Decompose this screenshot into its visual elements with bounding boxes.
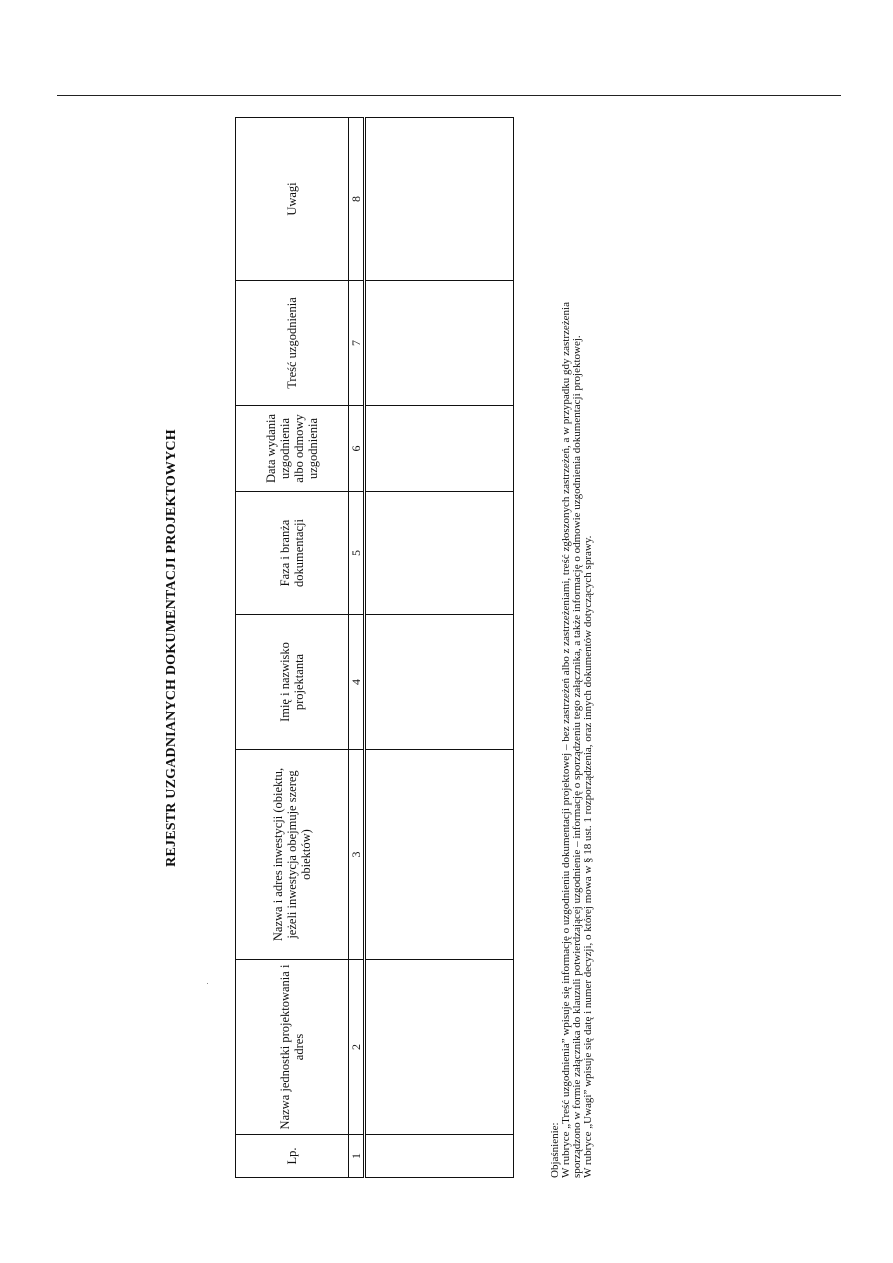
header-row xyxy=(236,118,349,1178)
explanation-notes xyxy=(550,118,594,1178)
column-number: 2 xyxy=(349,960,365,1135)
entry-row xyxy=(365,118,514,1178)
column-number: 3 xyxy=(349,750,365,960)
header-designer: Imię i nazwisko projektanta xyxy=(236,615,349,750)
column-number: 8 xyxy=(349,118,365,281)
entry-cell xyxy=(365,1135,514,1178)
notes-heading: Objaśnienie: xyxy=(549,1122,561,1178)
header-lp: Lp. xyxy=(236,1135,349,1178)
header-phase: Faza i branża dokumentacji xyxy=(236,492,349,615)
entry-cell xyxy=(365,281,514,406)
notes-line: W rubryce „Treść uzgodnienia” wpisuje się informację o uzgodnieniu dokumentacji projektowej – bez zastrzeżeń albo z zastrzeżeniami, treść zgłoszonych zastrzeżeń, a w przypadku gdy zastrzeżenia xyxy=(560,302,572,1178)
notes-line: W rubryce „Uwagi” wpisuje się datę i numer decyzji, o której mowa w § 18 ust. 1 rozporządzenia, oraz innych dokumentów dotyczących sprawy. xyxy=(582,535,594,1178)
header-remarks: Uwagi xyxy=(236,118,349,281)
entry-cell xyxy=(365,960,514,1135)
top-divider-line xyxy=(57,95,841,96)
column-number: 4 xyxy=(349,615,365,750)
notes-line: sporządzono w formie załącznika do klauzuli potwierdzającej uzgodnienie – informację o sporządzeniu tego załącznika, a także informację o odmowie uzgodnienia dokumentacji projektowej. xyxy=(571,335,583,1178)
rotated-page-content xyxy=(164,118,594,1178)
column-number-row xyxy=(349,118,365,1178)
column-number: 5 xyxy=(349,492,365,615)
header-content: Treść uzgodnienia xyxy=(236,281,349,406)
header-unit-name: Nazwa jednostki projektowania i adres xyxy=(236,960,349,1135)
register-table xyxy=(235,117,514,1178)
entry-cell xyxy=(365,406,514,492)
document-title: REJESTR UZGADNIANYCH DOKUMENTACJI PROJEKTOWYCH xyxy=(164,429,179,867)
entry-cell xyxy=(365,492,514,615)
header-investment: Nazwa i adres inwestycji (obiektu, jeżeli inwestycja obejmuje szereg obiektów) xyxy=(236,750,349,960)
column-number: 7 xyxy=(349,281,365,406)
header-date: Data wydania uzgodnienia albo odmowy uzgodnienia xyxy=(236,406,349,492)
entry-cell xyxy=(365,118,514,281)
column-number: 6 xyxy=(349,406,365,492)
entry-cell xyxy=(365,615,514,750)
column-number: 1 xyxy=(349,1135,365,1178)
entry-cell xyxy=(365,750,514,960)
